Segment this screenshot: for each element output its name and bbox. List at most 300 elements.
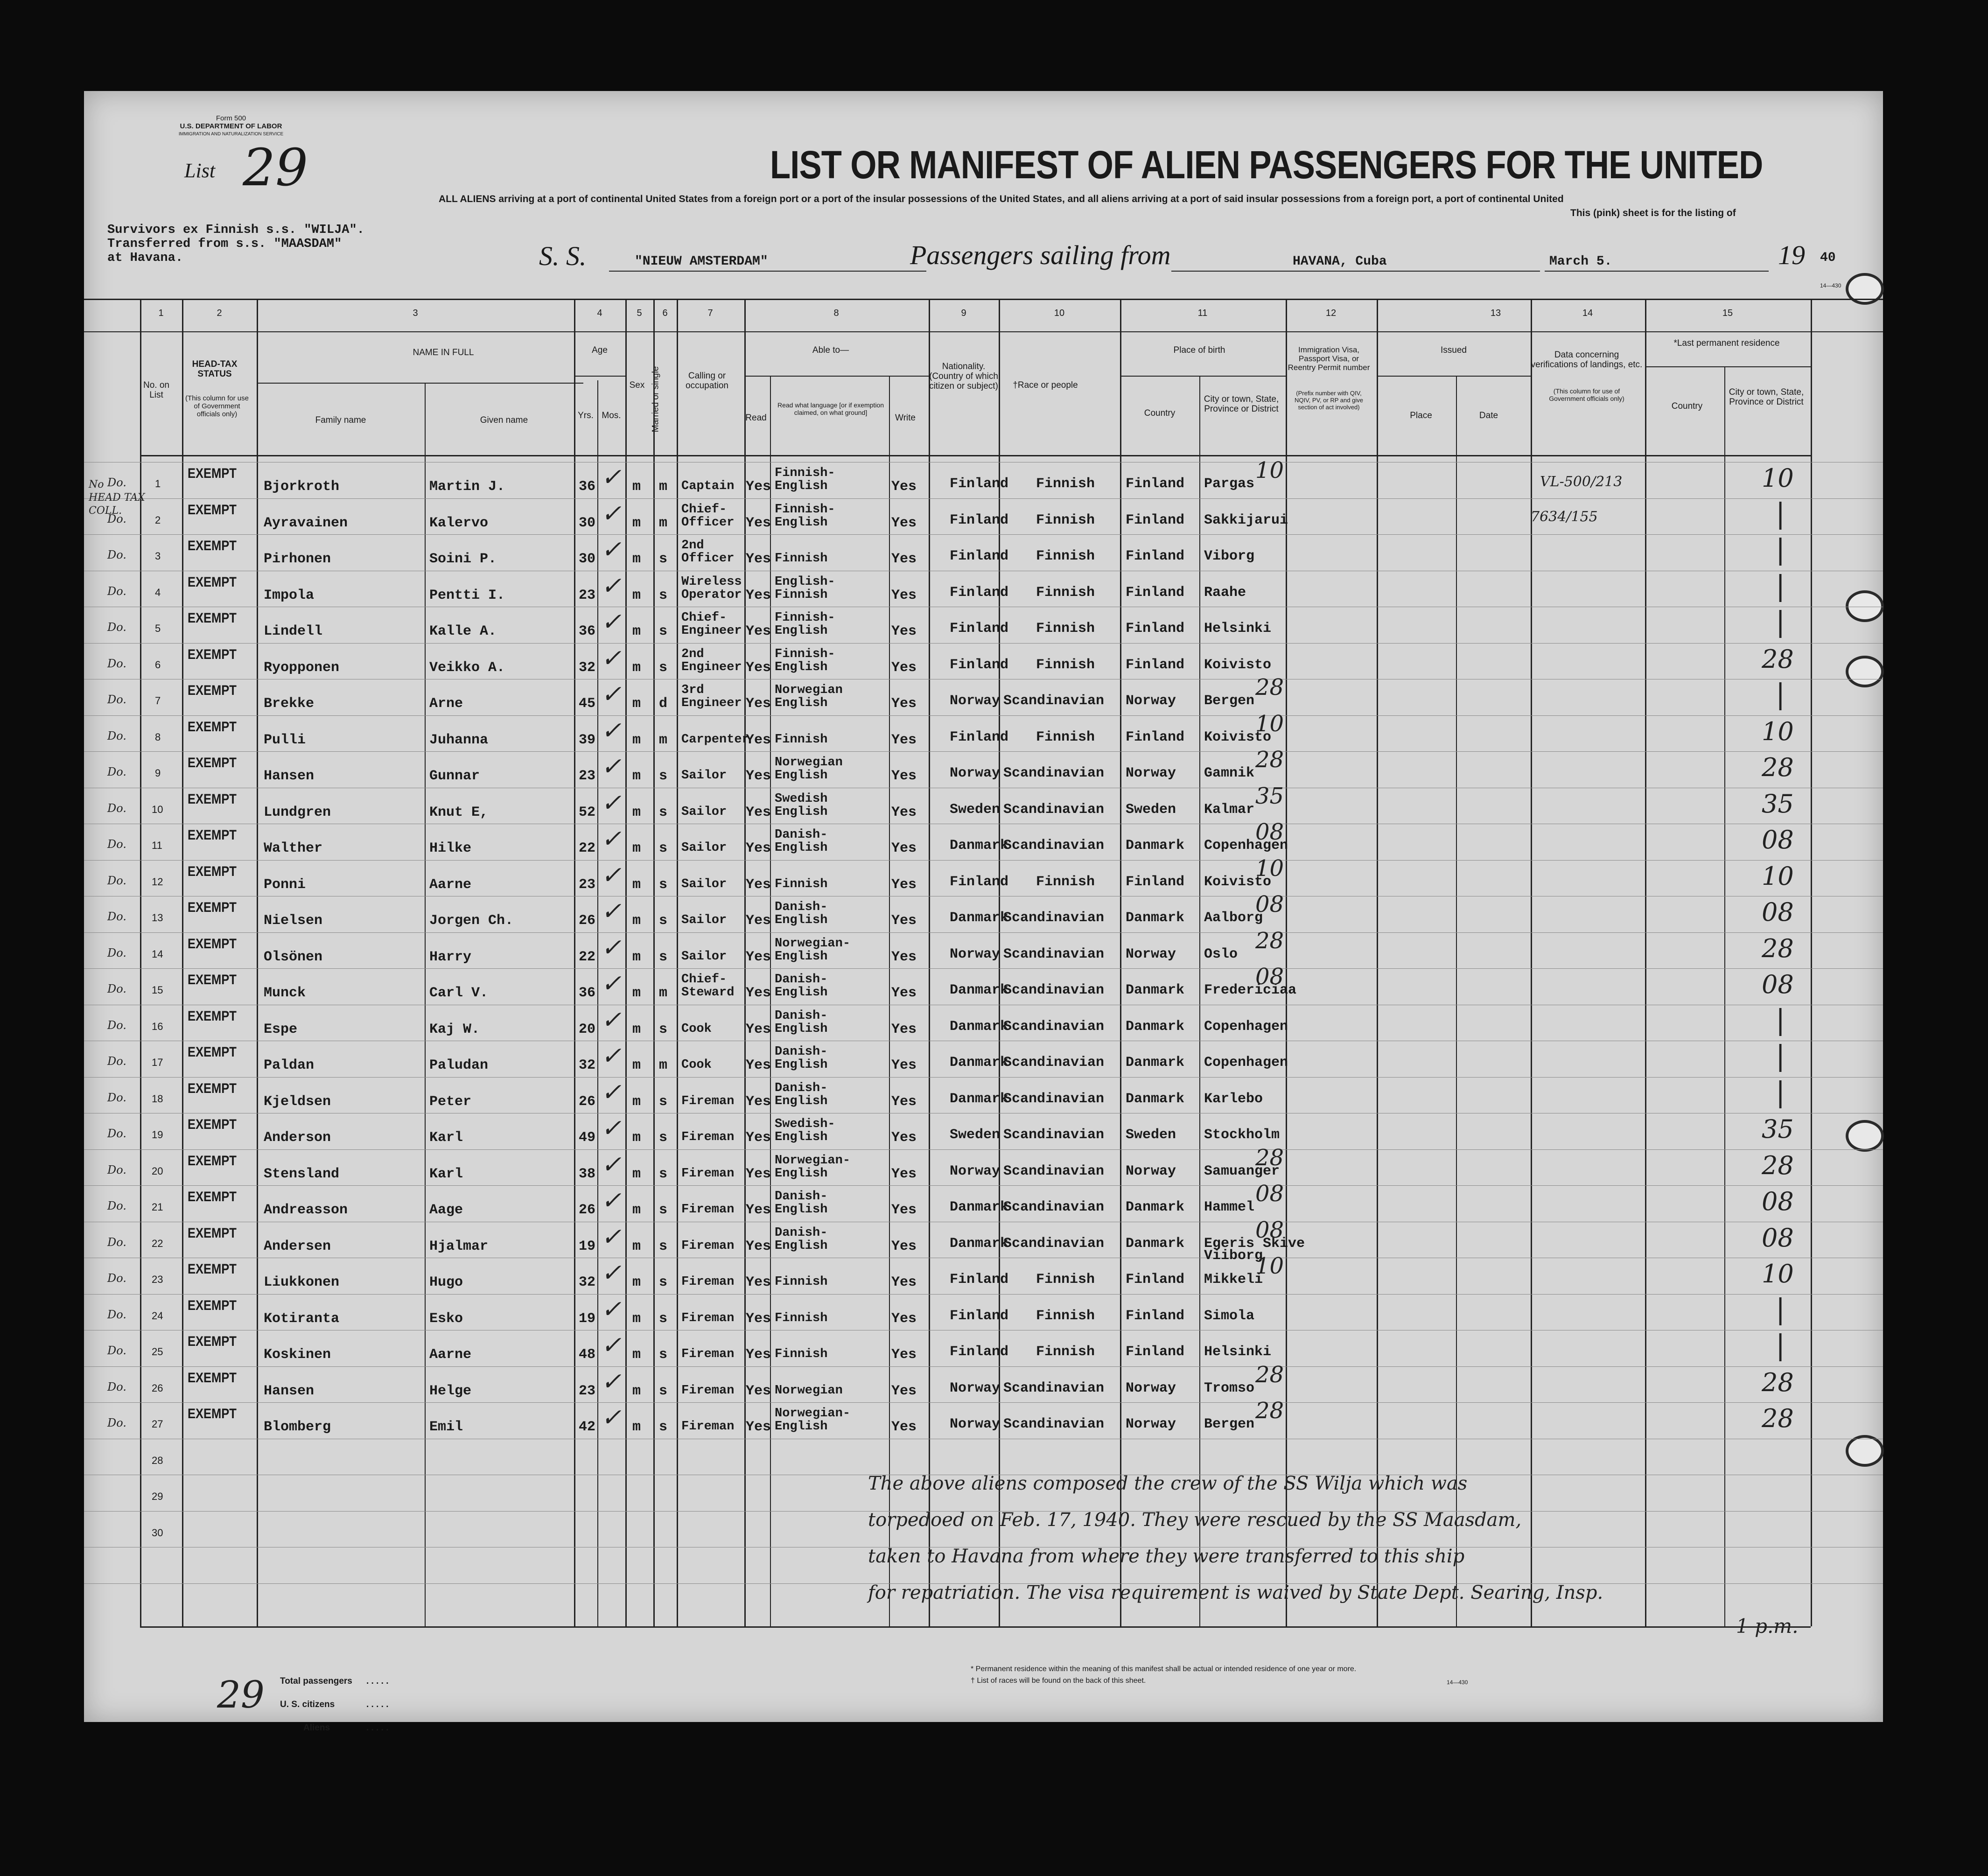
read-language: Danish- xyxy=(775,1190,828,1204)
header-head-tax-note: (This column for use of Government officials only) xyxy=(185,394,249,418)
ditto-mark: Do. xyxy=(107,1235,126,1249)
read-language: English xyxy=(775,624,828,638)
column-rule xyxy=(1724,366,1725,1626)
sex: m xyxy=(632,623,641,639)
residence-code: 28 xyxy=(1762,1150,1794,1180)
race: Scandinavian xyxy=(1003,1163,1105,1179)
nationality: Finland xyxy=(950,874,1009,890)
read-language: Norwegian- xyxy=(775,1153,851,1168)
can-write: Yes xyxy=(891,1347,917,1363)
column-rule xyxy=(597,380,598,1626)
occupation: 2nd xyxy=(681,647,704,661)
table-rule xyxy=(1377,376,1531,377)
given-name: Juhanna xyxy=(429,732,489,748)
can-read: Yes xyxy=(746,479,771,495)
binder-hole xyxy=(1846,656,1884,687)
exempt-stamp: EXEMPT xyxy=(188,1044,237,1060)
marital-status: s xyxy=(659,768,668,784)
can-read: Yes xyxy=(746,768,771,784)
country-code: 28 xyxy=(1255,674,1284,700)
row-number: 3 xyxy=(155,550,161,562)
margin-note-line: COLL. xyxy=(89,505,122,517)
occupation: Captain xyxy=(681,479,735,493)
marital-status: s xyxy=(659,1021,668,1037)
row-number: 27 xyxy=(152,1418,163,1430)
birth-city: Koivisto xyxy=(1204,729,1272,745)
row-number: 15 xyxy=(152,984,163,996)
page-subtitle: ALL ALIENS arriving at a port of continental United States from a foreign port or a port of the insular possessions of the United States, and all aliens arriving at a port of said insular possessions from a foreign port, a port of continental United xyxy=(439,194,1564,204)
read-language: English xyxy=(775,660,828,674)
ditto-mark: Do. xyxy=(107,657,126,670)
age-years: 26 xyxy=(579,913,596,929)
birth-country: Finland xyxy=(1126,621,1185,637)
column-number: 14 xyxy=(1582,308,1593,318)
can-write: Yes xyxy=(891,551,917,567)
sex: m xyxy=(632,1093,641,1110)
read-language: Norwegian- xyxy=(775,936,851,951)
family-name: Nielsen xyxy=(264,913,323,929)
ditto-mark: Do. xyxy=(107,1199,126,1212)
total-passengers-label: Total passengers xyxy=(280,1676,352,1686)
sex: m xyxy=(632,913,641,929)
ditto-mark: Do. xyxy=(107,982,126,995)
birth-city: Sakkijarui xyxy=(1204,512,1288,528)
residence-code: 10 xyxy=(1762,861,1794,891)
table-rule xyxy=(140,455,1811,456)
row-number: 8 xyxy=(155,731,161,743)
can-read: Yes xyxy=(746,1238,771,1254)
family-name: Pirhonen xyxy=(264,551,331,567)
race: Scandinavian xyxy=(1003,693,1105,709)
race: Finnish xyxy=(1036,548,1095,564)
birth-country: Norway xyxy=(1126,946,1176,962)
check-mark: ✓ xyxy=(601,716,622,745)
column-number: 3 xyxy=(413,308,418,318)
read-language: English- xyxy=(775,574,835,589)
can-write: Yes xyxy=(891,913,917,929)
age-years: 19 xyxy=(579,1238,596,1254)
country-code: 08 xyxy=(1255,891,1284,917)
family-name: Ryopponen xyxy=(264,659,340,676)
can-write: Yes xyxy=(891,804,917,820)
exempt-stamp: EXEMPT xyxy=(188,502,237,518)
family-name: Espe xyxy=(264,1021,298,1037)
sex: m xyxy=(632,1021,641,1037)
check-mark: ✓ xyxy=(601,897,622,925)
check-mark: ✓ xyxy=(601,753,622,781)
exempt-stamp: EXEMPT xyxy=(188,466,237,481)
header-visa-note: (Prefix number with QIV, NQIV, PV, or RP and give section of act involved) xyxy=(1295,390,1363,411)
ditto-mark: Do. xyxy=(107,1127,126,1140)
row-number: 20 xyxy=(152,1165,163,1177)
read-language: Finnish xyxy=(775,552,828,566)
can-read: Yes xyxy=(746,1130,771,1146)
given-name: Karl xyxy=(429,1130,463,1146)
marital-status: m xyxy=(659,515,668,531)
row-number: 6 xyxy=(155,658,161,671)
can-read: Yes xyxy=(746,1057,771,1073)
check-mark: ✓ xyxy=(601,1295,622,1323)
can-read: Yes xyxy=(746,913,771,929)
nationality: Sweden xyxy=(950,1127,1001,1143)
given-name: Jorgen Ch. xyxy=(429,913,514,929)
ditto-mark: Do. xyxy=(107,1272,126,1285)
read-language: Danish- xyxy=(775,900,828,914)
race: Finnish xyxy=(1036,1272,1095,1288)
birth-country: Finland xyxy=(1126,584,1185,601)
family-name: Impola xyxy=(264,587,315,603)
occupation: Chief- xyxy=(681,611,727,625)
check-mark: ✓ xyxy=(601,861,622,889)
race: Finnish xyxy=(1036,584,1095,601)
nationality: Finland xyxy=(950,1272,1009,1288)
race: Scandinavian xyxy=(1003,1199,1105,1215)
can-read: Yes xyxy=(746,1021,771,1037)
country-code: 28 xyxy=(1255,927,1284,954)
marital-status: s xyxy=(659,1274,668,1290)
row-rule xyxy=(84,534,1883,535)
age-years: 42 xyxy=(579,1419,596,1435)
column-number: 10 xyxy=(1054,308,1065,318)
occupation: Chief- xyxy=(681,502,727,517)
country-code: 10 xyxy=(1255,710,1284,737)
ditto-stroke: | xyxy=(1776,1040,1785,1072)
total-count: 29 xyxy=(217,1673,265,1716)
exempt-stamp: EXEMPT xyxy=(188,972,237,987)
nationality: Finland xyxy=(950,584,1009,601)
race: Finnish xyxy=(1036,1344,1095,1360)
birth-city: Simola xyxy=(1204,1308,1255,1324)
column-number: 11 xyxy=(1197,308,1208,318)
can-read: Yes xyxy=(746,1347,771,1363)
given-name: Aarne xyxy=(429,1347,472,1363)
survivors-line: Survivors ex Finnish s.s. "WILJA". xyxy=(107,223,364,237)
row-number: 12 xyxy=(152,875,163,888)
can-read: Yes xyxy=(746,515,771,531)
exempt-stamp: EXEMPT xyxy=(188,1334,237,1349)
table-rule xyxy=(1120,376,1286,377)
row-number: 24 xyxy=(152,1309,163,1322)
exempt-stamp: EXEMPT xyxy=(188,683,237,698)
read-language: English xyxy=(775,841,828,855)
family-name: Bjorkroth xyxy=(264,479,340,495)
header-calling: Calling or occupation xyxy=(686,371,728,391)
country-code: 28 xyxy=(1255,1398,1284,1424)
residence-code: 28 xyxy=(1762,1367,1794,1397)
exempt-stamp: EXEMPT xyxy=(188,719,237,735)
age-years: 23 xyxy=(579,587,596,603)
read-language: Finnish xyxy=(775,1275,828,1289)
age-years: 32 xyxy=(579,659,596,676)
check-mark: ✓ xyxy=(601,680,622,708)
read-language: Finnish- xyxy=(775,466,835,480)
ditto-stroke: | xyxy=(1776,606,1785,638)
read-language: Finnish xyxy=(775,877,828,891)
age-years: 26 xyxy=(579,1202,596,1218)
header-issued: Issued xyxy=(1441,345,1467,355)
nationality: Sweden xyxy=(950,801,1001,818)
check-mark: ✓ xyxy=(601,970,622,998)
family-name: Koskinen xyxy=(264,1347,331,1363)
occupation: Fireman xyxy=(681,1420,735,1434)
can-write: Yes xyxy=(891,1202,917,1218)
birth-city: Egeris Skive xyxy=(1204,1235,1305,1252)
sex: m xyxy=(632,696,641,712)
country-code: 35 xyxy=(1255,783,1284,809)
binder-hole xyxy=(1846,1120,1884,1152)
check-mark: ✓ xyxy=(601,789,622,817)
birth-country: Sweden xyxy=(1126,1127,1176,1143)
nationality: Finland xyxy=(950,621,1009,637)
age-years: 39 xyxy=(579,732,596,748)
sex: m xyxy=(632,985,641,1001)
age-years: 30 xyxy=(579,551,596,567)
birth-city: Viiborg xyxy=(1204,1247,1263,1264)
column-number: 9 xyxy=(961,308,966,318)
exempt-stamp: EXEMPT xyxy=(188,646,237,662)
nationality: Finland xyxy=(950,729,1009,745)
nationality: Danmark xyxy=(950,1055,1009,1071)
nationality: Norway xyxy=(950,946,1001,962)
can-write: Yes xyxy=(891,1310,917,1327)
header-landings: Data concerning verifications of landings, etc. xyxy=(1531,350,1643,370)
check-mark: ✓ xyxy=(601,1078,622,1106)
ditto-mark: Do. xyxy=(107,910,126,923)
check-mark: ✓ xyxy=(601,1367,622,1396)
exempt-stamp: EXEMPT xyxy=(188,574,237,590)
family-name: Blomberg xyxy=(264,1419,331,1435)
sex: m xyxy=(632,1419,641,1435)
can-read: Yes xyxy=(746,1310,771,1327)
age-years: 32 xyxy=(579,1274,596,1290)
check-mark: ✓ xyxy=(601,608,622,636)
can-read: Yes xyxy=(746,985,771,1001)
sex: m xyxy=(632,1274,641,1290)
row-rule xyxy=(84,751,1883,752)
ditto-mark: Do. xyxy=(107,1055,126,1068)
can-read: Yes xyxy=(746,587,771,603)
us-citizens-label: U. S. citizens xyxy=(280,1700,335,1709)
marital-status: m xyxy=(659,985,668,1001)
read-language: Finnish xyxy=(775,588,828,602)
nationality: Finland xyxy=(950,657,1009,673)
header-birth-city: City or town, State, Province or District xyxy=(1204,394,1279,414)
ship-name: "NIEUW AMSTERDAM" xyxy=(635,254,768,269)
country-code: 08 xyxy=(1255,1181,1284,1207)
birth-city: Hammel xyxy=(1204,1199,1255,1215)
binder-hole xyxy=(1846,1435,1884,1467)
nationality: Norway xyxy=(950,1380,1001,1396)
occupation: Fireman xyxy=(681,1094,735,1108)
can-read: Yes xyxy=(746,840,771,856)
given-name: Gunnar xyxy=(429,768,480,784)
birth-country: Sweden xyxy=(1126,801,1176,818)
residence-code: 08 xyxy=(1762,825,1794,854)
department-name: U.S. DEPARTMENT OF LABOR xyxy=(180,122,282,130)
page-subtitle-2: This (pink) sheet is for the listing of xyxy=(1570,208,1736,218)
read-language: English xyxy=(775,949,828,964)
birth-country: Danmark xyxy=(1126,1235,1185,1252)
country-code: 10 xyxy=(1255,855,1284,882)
birth-city: Pargas xyxy=(1204,476,1255,492)
exempt-stamp: EXEMPT xyxy=(188,827,237,843)
table-rule xyxy=(1645,366,1811,367)
remark-line: The above aliens composed the crew of the SS Wilja which was xyxy=(868,1473,1468,1494)
nationality: Danmark xyxy=(950,1199,1009,1215)
occupation: Fireman xyxy=(681,1166,735,1181)
can-read: Yes xyxy=(746,659,771,676)
occupation: Carpenter xyxy=(681,732,749,747)
family-name: Ayravainen xyxy=(264,515,348,531)
ditto-stroke: | xyxy=(1776,1293,1785,1326)
can-read: Yes xyxy=(746,1383,771,1399)
header-yrs: Yrs. xyxy=(578,411,594,420)
read-language: Finnish- xyxy=(775,647,835,661)
column-number: 12 xyxy=(1325,308,1337,318)
check-mark: ✓ xyxy=(601,1114,622,1142)
check-mark: ✓ xyxy=(601,1150,622,1179)
list-number: 29 xyxy=(243,138,308,197)
row-number: 29 xyxy=(152,1491,163,1502)
birth-country: Danmark xyxy=(1126,1199,1185,1215)
marital-status: s xyxy=(659,1166,668,1182)
margin-note-line: HEAD TAX xyxy=(89,492,145,504)
row-number: 26 xyxy=(152,1382,163,1394)
race: Finnish xyxy=(1036,512,1095,528)
occupation: Engineer xyxy=(681,624,742,638)
ditto-stroke: | xyxy=(1776,1003,1785,1036)
can-read: Yes xyxy=(746,804,771,820)
exempt-stamp: EXEMPT xyxy=(188,900,237,915)
race: Scandinavian xyxy=(1003,801,1105,818)
birth-city: Raahe xyxy=(1204,584,1246,601)
exempt-stamp: EXEMPT xyxy=(188,1261,237,1277)
birth-city: Koivisto xyxy=(1204,657,1272,673)
check-mark: ✓ xyxy=(601,644,622,672)
age-years: 19 xyxy=(579,1310,596,1327)
can-write: Yes xyxy=(891,985,917,1001)
given-name: Hjalmar xyxy=(429,1238,489,1254)
birth-city: Helsinki xyxy=(1204,621,1272,637)
check-mark: ✓ xyxy=(601,1404,622,1432)
can-write: Yes xyxy=(891,1093,917,1110)
given-name: Aarne xyxy=(429,876,472,893)
exempt-stamp: EXEMPT xyxy=(188,610,237,626)
row-number: 16 xyxy=(152,1020,163,1032)
race: Finnish xyxy=(1036,476,1095,492)
birth-city: Tromso xyxy=(1204,1380,1255,1396)
read-language: Danish- xyxy=(775,1225,828,1240)
check-mark: ✓ xyxy=(601,1259,622,1287)
family-name: Lundgren xyxy=(264,804,331,820)
exempt-stamp: EXEMPT xyxy=(188,1189,237,1204)
age-years: 23 xyxy=(579,768,596,784)
given-name: Pentti I. xyxy=(429,587,505,603)
race: Scandinavian xyxy=(1003,1018,1105,1035)
read-language: Swedish- xyxy=(775,1117,835,1131)
column-number: 13 xyxy=(1490,308,1501,318)
given-name: Helge xyxy=(429,1383,472,1399)
footnote-residence: * Permanent residence within the meaning of this manifest shall be actual or intended residence of one year or more. xyxy=(971,1665,1357,1673)
marital-status: d xyxy=(659,696,668,712)
service-name: IMMIGRATION AND NATURALIZATION SERVICE xyxy=(178,132,284,137)
exempt-stamp: EXEMPT xyxy=(188,1080,237,1096)
race: Finnish xyxy=(1036,874,1095,890)
header-write: Write xyxy=(895,413,916,423)
can-read: Yes xyxy=(746,1166,771,1182)
column-number: 6 xyxy=(662,308,668,318)
nationality: Finland xyxy=(950,476,1009,492)
can-write: Yes xyxy=(891,1130,917,1146)
race: Scandinavian xyxy=(1003,1055,1105,1071)
header-head-tax: HEAD-TAX STATUS xyxy=(192,359,238,379)
age-years: 32 xyxy=(579,1057,596,1073)
family-name: Kotiranta xyxy=(264,1310,340,1327)
read-language: Finnish- xyxy=(775,502,835,517)
marital-status: m xyxy=(659,479,668,495)
check-mark: ✓ xyxy=(601,1006,622,1034)
marital-status: s xyxy=(659,804,668,820)
header-family-name: Family name xyxy=(315,415,366,425)
header-place-of-birth: Place of birth xyxy=(1173,345,1225,355)
given-name: Knut E, xyxy=(429,804,489,820)
nationality: Finland xyxy=(950,512,1009,528)
form-number: Form 500 xyxy=(216,114,246,122)
race: Scandinavian xyxy=(1003,1380,1105,1396)
birth-country: Finland xyxy=(1126,1272,1185,1288)
birth-city: Viborg xyxy=(1204,548,1255,564)
occupation: Officer xyxy=(681,552,735,566)
ditto-stroke: | xyxy=(1776,1329,1785,1362)
marital-status: s xyxy=(659,623,668,639)
header-no-on-list: No. on List xyxy=(143,380,169,400)
can-read: Yes xyxy=(746,949,771,965)
ditto-stroke: | xyxy=(1776,678,1785,711)
occupation: 3rd xyxy=(681,683,704,697)
family-name: Brekke xyxy=(264,696,315,712)
marital-status: s xyxy=(659,1093,668,1110)
birth-country: Finland xyxy=(1126,729,1185,745)
race: Scandinavian xyxy=(1003,1235,1105,1252)
given-name: Carl V. xyxy=(429,985,489,1001)
row-number: 5 xyxy=(155,623,161,634)
row-rule xyxy=(84,643,1883,644)
header-married: Married or single xyxy=(651,366,661,433)
can-write: Yes xyxy=(891,1057,917,1073)
read-language: English xyxy=(775,805,828,819)
country-code: 28 xyxy=(1255,1361,1284,1388)
can-write: Yes xyxy=(891,949,917,965)
residence-code: 08 xyxy=(1762,1187,1794,1216)
sex: m xyxy=(632,1130,641,1146)
header-name-in-full: NAME IN FULL xyxy=(413,348,474,357)
can-write: Yes xyxy=(891,1383,917,1399)
read-language: Danish- xyxy=(775,828,828,842)
birth-city: Aalborg xyxy=(1204,910,1263,926)
marital-status: s xyxy=(659,1347,668,1363)
family-name: Paldan xyxy=(264,1057,315,1073)
given-name: Martin J. xyxy=(429,479,505,495)
read-language: English xyxy=(775,913,828,927)
occupation: Sailor xyxy=(681,877,727,891)
header-mos: Mos. xyxy=(602,411,621,420)
ditto-mark: Do. xyxy=(107,693,126,706)
occupation: Fireman xyxy=(681,1239,735,1253)
occupation: Fireman xyxy=(681,1130,735,1144)
birth-country: Norway xyxy=(1126,693,1176,709)
read-language: Norwegian xyxy=(775,683,843,697)
country-code: 08 xyxy=(1255,819,1284,845)
